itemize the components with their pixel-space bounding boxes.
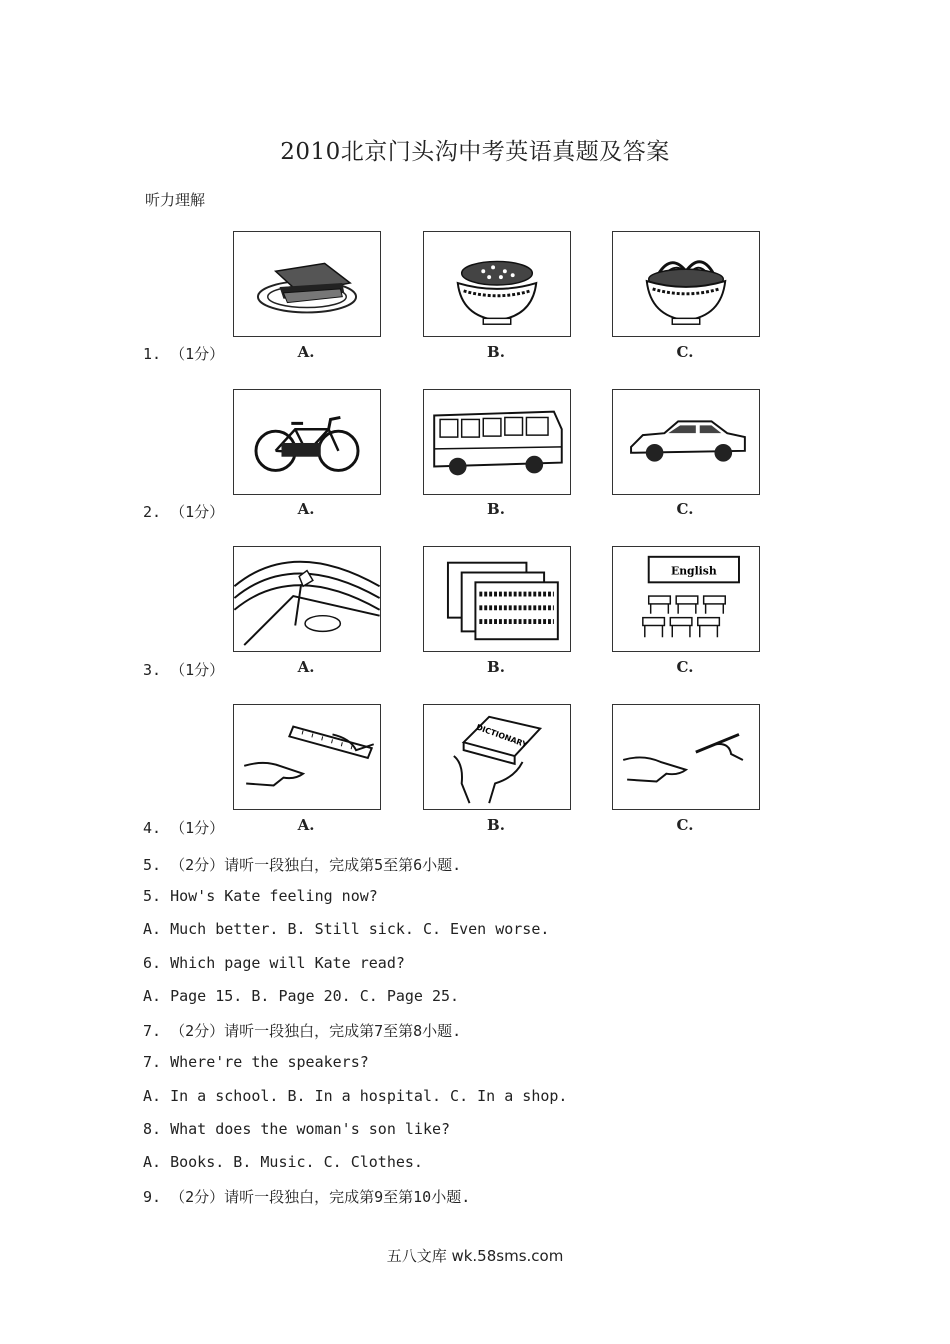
q4-option-b-letter: B.: [487, 816, 505, 834]
instruction-q9-10: 9. （2分）请听一段独白，完成第9至第10小题.: [143, 1188, 471, 1206]
q3-option-c-letter: C.: [676, 658, 694, 676]
q4-option-c-pen-handover-image: [612, 704, 760, 810]
question-2-label: 2. （1分）: [143, 503, 225, 521]
question-8: 8. What does the woman's son like?: [143, 1120, 451, 1138]
q3-option-c-english-classroom-image: [612, 546, 760, 652]
question-8-options: A. Books. B. Music. C. Clothes.: [143, 1153, 423, 1171]
question-1-label: 1. （1分）: [143, 345, 225, 363]
document-title: 2010北京门头沟中考英语真题及答案: [280, 139, 670, 165]
q4-option-a-letter: A.: [297, 816, 315, 834]
q4-option-b-dictionary-image: [423, 704, 571, 810]
q1-option-b-rice-bowl-image: [423, 231, 571, 337]
dictionary-cover-text: DICTIONARY: [474, 722, 529, 750]
section-heading: 听力理解: [145, 191, 206, 209]
question-4-label: 4. （1分）: [143, 819, 225, 837]
q2-option-a-letter: A.: [297, 500, 315, 518]
q2-option-b-bus-image: [423, 389, 571, 495]
classroom-sign-text: English: [670, 564, 717, 578]
q3-option-a-letter: A.: [297, 658, 315, 676]
q1-option-b-letter: B.: [487, 343, 505, 361]
q1-option-a-letter: A.: [297, 343, 315, 361]
q4-option-c-letter: C.: [676, 816, 694, 834]
q1-option-a-sandwich-image: [233, 231, 381, 337]
q3-option-b-library-shelves-image: [423, 546, 571, 652]
q4-option-a-ruler-handover-image: [233, 704, 381, 810]
question-6: 6. Which page will Kate read?: [143, 954, 405, 972]
q2-option-a-bicycle-image: [233, 389, 381, 495]
footer-watermark: 五八文库 wk.58sms.com: [386, 1247, 564, 1265]
instruction-q7-8: 7. （2分）请听一段独白，完成第7至第8小题.: [143, 1022, 462, 1040]
q2-option-c-letter: C.: [676, 500, 694, 518]
q2-option-c-car-image: [612, 389, 760, 495]
question-5-options: A. Much better. B. Still sick. C. Even worse.: [143, 920, 550, 938]
q3-option-b-letter: B.: [487, 658, 505, 676]
q2-option-b-letter: B.: [487, 500, 505, 518]
question-3-label: 3. （1分）: [143, 661, 225, 679]
instruction-q5-6: 5. （2分）请听一段独白，完成第5至第6小题.: [143, 856, 462, 874]
q1-option-c-letter: C.: [676, 343, 694, 361]
question-6-options: A. Page 15. B. Page 20. C. Page 25.: [143, 987, 460, 1005]
question-7-options: A. In a school. B. In a hospital. C. In a shop.: [143, 1087, 568, 1105]
q3-option-a-sports-track-image: [233, 546, 381, 652]
question-5: 5. How's Kate feeling now?: [143, 887, 378, 905]
question-7: 7. Where're the speakers?: [143, 1053, 369, 1071]
q1-option-c-noodle-bowl-image: [612, 231, 760, 337]
